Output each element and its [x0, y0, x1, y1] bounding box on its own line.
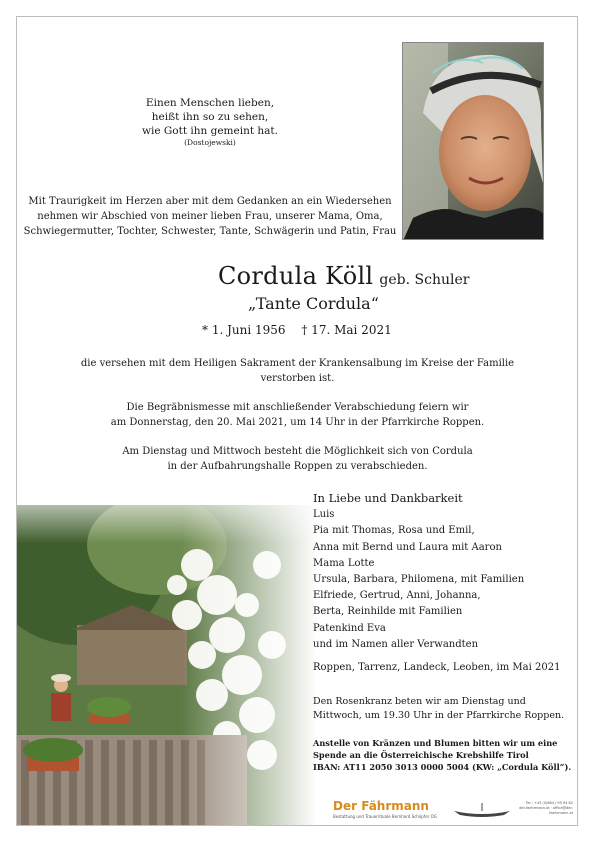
donation-line: IBAN: AT11 2050 3013 0000 5004 (KW: „Cordula Köll“).: [313, 762, 572, 772]
family-member: Anna mit Bernd und Laura mit Aaron: [313, 541, 502, 553]
deceased-name-line: [218, 262, 469, 290]
paragraph-line: Die Begräbnismesse mit anschließender Verabschiedung feiern wir: [126, 402, 469, 413]
garden-photo: [17, 505, 317, 825]
family-member: Pia mit Thomas, Rosa und Emil,: [313, 525, 475, 537]
birth-name: geb. Schuler: [379, 272, 470, 288]
death-date: † 17. Mai 2021: [301, 323, 392, 337]
life-dates: [202, 323, 404, 337]
funeral-home-subtitle: Bestattung und Trauerrituale Bernhard Schöpfer OG: [333, 814, 437, 819]
nickname: „Tante Cordula“: [248, 294, 379, 313]
quote-line: Einen Menschen lieben,: [145, 97, 275, 109]
intro-line: Mit Traurigkeit im Herzen aber mit dem Gedanken an ein Wiedersehen: [28, 196, 392, 207]
intro-line: nehmen wir Abschied von meiner lieben Frau, unserer Mama, Oma,: [37, 211, 383, 222]
intro-line: Schwiegermutter, Tochter, Schwester, Tante, Schwägerin und Patin, Frau: [23, 226, 397, 237]
paragraph-sacrament: [40, 356, 555, 386]
paragraph-line: verstorben ist.: [260, 373, 335, 384]
family-list: [313, 490, 524, 653]
contact-line: der-faehrmann.at · office@der-faehrmann.at: [519, 806, 573, 815]
quote-line: wie Gott ihn gemeint hat.: [142, 125, 278, 137]
donation-line: Anstelle von Kränzen und Blumen bitten wir um eine: [313, 738, 558, 748]
paragraph-line: die versehen mit dem Heiligen Sakrament der Krankensalbung im Kreise der Familie: [80, 358, 515, 369]
paragraph-funeral-mass: [40, 400, 555, 430]
rosary-notice: [313, 695, 564, 723]
family-heading: In Liebe und Dankbarkeit: [313, 491, 463, 505]
rosary-line: Mittwoch, um 19.30 Uhr in der Pfarrkirche Roppen.: [313, 710, 565, 721]
quote-block: [20, 96, 400, 148]
paragraph-line: am Donnerstag, den 20. Mai 2021, um 14 Uhr in der Pfarrkirche Roppen.: [110, 417, 485, 428]
paragraph-viewing: [40, 444, 555, 474]
donation-line: Spende an die Österreichische Krebshilfe Tirol: [313, 750, 529, 760]
contact-line: Tel.: +43 (0)664 / 95 94 62: [525, 801, 573, 805]
paragraph-line: Am Dienstag und Mittwoch besteht die Möglichkeit sich von Cordula: [122, 446, 473, 457]
quote-line: heißt ihn so zu sehen,: [151, 111, 269, 123]
family-member: Mama Lotte: [313, 557, 375, 569]
family-member: Elfriede, Gertrud, Anni, Johanna,: [313, 590, 481, 602]
boat-icon: [452, 801, 512, 817]
portrait-photo: [402, 42, 544, 240]
birth-date: * 1. Juni 1956: [202, 323, 286, 337]
family-member: Patenkind Eva: [313, 622, 386, 634]
donation-notice: [313, 737, 571, 773]
rosary-line: Den Rosenkranz beten wir am Dienstag und: [313, 696, 526, 707]
deceased-name: Cordula Köll: [218, 262, 374, 290]
funeral-home-contact: [518, 801, 573, 816]
place-date: Roppen, Tarrenz, Landeck, Leoben, im Mai 2021: [313, 662, 561, 673]
family-member: Berta, Reinhilde mit Familien: [313, 606, 463, 618]
intro-text: [20, 194, 400, 239]
quote-author: (Dostojewski): [184, 138, 236, 147]
family-member: Luis: [313, 509, 335, 521]
funeral-home-logo: Der Fährmann: [333, 799, 429, 813]
paragraph-line: in der Aufbahrungshalle Roppen zu verabschieden.: [167, 461, 428, 472]
family-member: und im Namen aller Verwandten: [313, 638, 479, 650]
family-member: Ursula, Barbara, Philomena, mit Familien: [313, 574, 525, 586]
